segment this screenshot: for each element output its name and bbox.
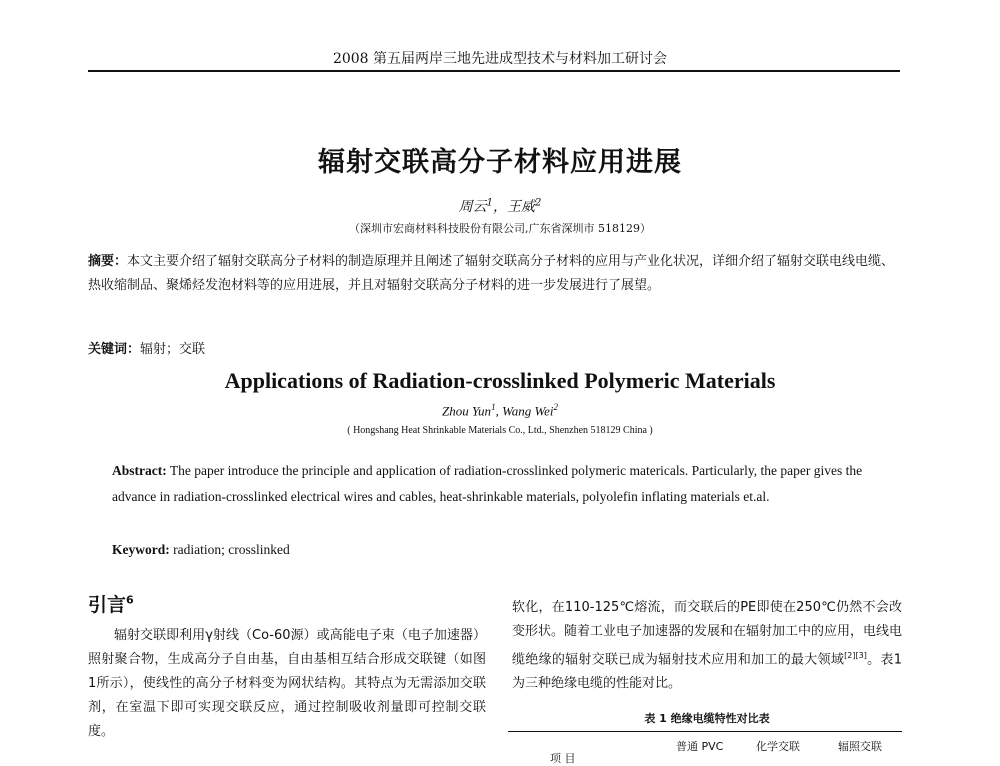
author-en-2: Wang Wei [502,403,554,419]
section-heading-intro [88,590,134,617]
keywords-cn-text: 辐射；交联 [140,342,206,357]
body-right-tail: 。表1为三种绝缘电缆的性能对比。 [512,652,902,692]
body-paragraph-left: 辐射交联即利用γ射线（Co-60源）或高能电子束（电子加速器）照射聚合物，生成高分子自由基，自由基相互结合形成交联键（如图1所示），使线性的高分子材料变为网状结构。其特点为无需添加交联剂，在室温下即可实现交联反应，通过控制吸收剂量即可控制交联度。 [88,628,486,739]
table-header-item: 项 目 [550,752,576,765]
authors-cn [0,196,1000,216]
author-2: 王威 [507,199,535,215]
author-sep: ， [493,199,507,215]
paper-title-cn: 辐射交联高分子材料应用进展 [318,147,682,178]
keywords-en-label: Keyword: [112,542,170,557]
table-header-radiation: 辐照交联 [838,740,882,753]
citation-refs: [2][3] [844,651,867,660]
author-en-sep: , [495,403,503,419]
authors-en [0,402,1000,419]
keywords-en [112,542,290,558]
affiliation-en: ( Hongshang Heat Shrinkable Materials Co., Ltd., Shenzhen 518129 China ) [347,425,653,436]
author-1-sup: 1 [486,197,493,209]
abstract-cn-text: 本文主要介绍了辐射交联高分子材料的制造原理并且阐述了辐射交联高分子材料的应用与产业化状况，详细介绍了辐射交联电线电缆、热收缩制品、聚烯烃发泡材料等的应用进展，并且对辐射交联高分子材料的进一步发展进行了展望。 [88,254,895,293]
abstract-en-text: The paper introduce the principle and application of radiation-crosslinked polymeric matericals. Particularly, the paper gives the advance in radiation-crosslinked electrical wires and cables, heat-shrinkable materials, polyolefin inflating materials et.al. [112,463,863,504]
header-rule [88,70,900,72]
author-2-sup: 2 [535,197,542,209]
body-right-text: 软化，在110-125℃熔流，而交联后的PE即使在250℃仍然不会改变形状。随着工业电子加速器的发展和在辐射加工中的应用，电线电缆绝缘的辐射交联已成为辐射技术应用和加工的最大领域 [512,600,903,668]
table-header-chemical: 化学交联 [756,740,800,753]
keywords-en-text: radiation; crosslinked [169,542,290,557]
abstract-en [112,458,900,510]
table-caption: 表 1 绝缘电缆特性对比表 [644,712,770,725]
abstract-cn-label: 摘要： [88,254,128,269]
affiliation-cn: （深圳市宏商材料科技股份有限公司,广东省深圳市 518129） [349,222,651,235]
abstract-cn [88,250,900,298]
keywords-cn [88,338,205,357]
author-en-1-sup: 1 [491,402,496,412]
abstract-en-label: Abstract: [112,463,167,478]
conference-header: 2008 第五届两岸三地先进成型技术与材料加工研讨会 [332,51,668,67]
author-en-1: Zhou Yun [442,403,492,419]
keywords-cn-label: 关键词： [88,342,141,357]
section-heading-sup: 6 [126,593,134,607]
paper-title-en: Applications of Radiation-crosslinked Polymeric Materials [224,368,776,393]
author-1: 周云 [458,199,487,215]
table-header-pvc: 普通 PVC [676,740,724,753]
section-heading-text: 引言 [88,594,127,616]
body-paragraph-right [512,596,902,696]
table-top-rule [508,731,902,732]
author-en-2-sup: 2 [553,402,558,412]
